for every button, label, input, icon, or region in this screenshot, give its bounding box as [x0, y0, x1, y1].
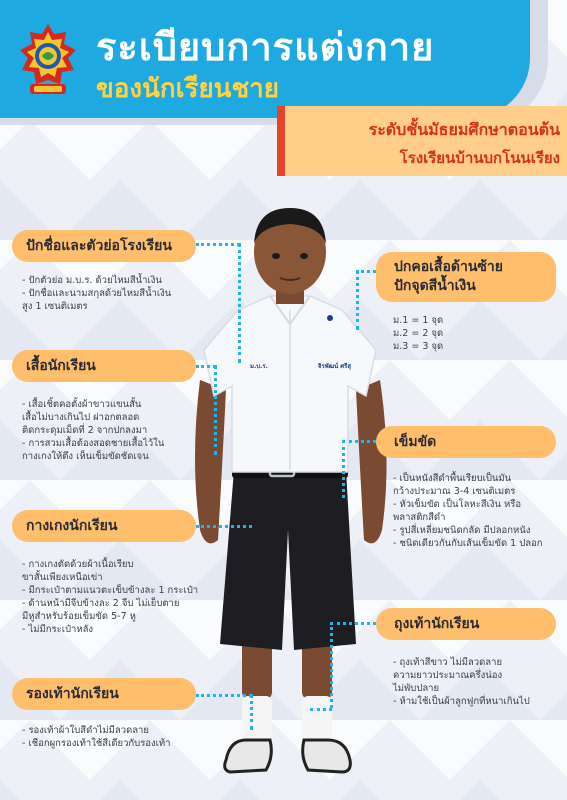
education-level: ระดับชั้นมัธยมศึกษาตอนต้น	[368, 120, 560, 139]
connector-collar-h	[356, 270, 376, 273]
shoes-description: - รองเท้าผ้าใบสีดำไม่มีลวดลาย - เชือกผูกรองเท้าใช้สีเดียวกับรองเท้า	[22, 725, 171, 749]
connector-socks-v	[330, 622, 333, 708]
socks-title: ถุงเท้านักเรียน	[376, 608, 556, 640]
collar-description: ม.1 = 1 จุด ม.2 = 2 จุด ม.3 = 3 จุด	[393, 315, 444, 352]
socks-description: - ถุงเท้าสีขาว ไม่มีลวดลาย ความยาวประมาณครึ่งน่อง ไม่พับปลาย - ห้ามใช้เป็นผ้าลูกฟูกที่หนาเกินไป	[393, 657, 530, 707]
page-title: ระเบียบการแต่งกาย	[96, 27, 435, 69]
school-name: โรงเรียนบ้านบกโนนเรียง	[399, 149, 560, 167]
connector-shirt-v	[214, 365, 217, 455]
connector-socks	[330, 622, 376, 625]
level-box-accent	[277, 106, 285, 176]
pants-description: - กางเกงตัดด้วยผ้าเนื้อเรียบ ขาสั้นเพียงเหนือเข่า - มีกระเป๋าตามแนวตะเข็บข้างละ 1 กระเป๋า - ด้านหน้ามีจีบข้างละ 2 จีบ ไม่เย็บตาย มีหูสำหรับร้อยเข็มขัด 5-7 หู - ไม่มีกระเป๋าหลัง	[22, 559, 199, 635]
collar-title: ปกคอเสื้อด้านซ้าย ปักจุดสีน้ำเงิน	[376, 252, 556, 302]
connector-shoes	[196, 694, 252, 697]
connector-pants	[196, 525, 252, 528]
shirt-initials-embroidery: ม.บ.ร.	[250, 363, 268, 370]
connector-shoes-v	[250, 694, 253, 730]
student-figure	[170, 200, 410, 800]
belt-description: - เป็นหนังสีดำพื้นเรียบเป็นมัน กว้างประมาณ 3-4 เซนติเมตร - หัวเข็มขัด เป็นโลหะสีเงิน หรือ พลาสติกสีดำ - รูปสี่เหลี่ยมชนิดกลัด มีปลอกหนัง - ชนิดเดียวกันกับเส้นเข็มขัด 1 ปลอก	[393, 473, 543, 549]
connector-name-tag-v	[238, 243, 241, 363]
belt-title: เข็มขัด	[376, 426, 556, 458]
name-tag-title: ปักชื่อและตัวย่อโรงเรียน	[12, 230, 196, 262]
name-tag-description: - ปักตัวย่อ ม.บ.ร. ด้วยไหมสีน้ำเงิน - ปักชื่อและนามสกุลด้วยไหมสีน้ำเงิน สูง 1 เซนติเมตร	[22, 275, 172, 312]
school-emblem-icon	[16, 22, 80, 100]
shirt-description: - เสื้อเชิ้ตคอตั้งผ้าขาวแขนสั้น เสื้อไม่บางเกินไป ผ่าอกตลอด ติดกระดุมเม็ดที่ 2 จากปกลงมา - การสวมเสื้อต้องสอดชายเสื้อไว้ใน กางเกงให้ตึง เห็นเข็มขัดชัดเจน	[22, 399, 165, 462]
connector-belt-v	[342, 440, 345, 498]
pants-title: กางเกงนักเรียน	[12, 510, 196, 542]
connector-socks-h2	[310, 708, 332, 711]
connector-belt	[342, 440, 376, 443]
connector-name-tag	[196, 243, 240, 246]
page-subtitle: ของนักเรียนชาย	[96, 73, 279, 103]
shirt-title: เสื้อนักเรียน	[12, 350, 196, 382]
connector-shirt	[196, 365, 216, 368]
shirt-name-embroidery: จิรพัฒน์ ศรีสุ	[318, 363, 351, 370]
connector-collar	[356, 270, 359, 330]
shoes-title: รองเท้านักเรียน	[12, 678, 196, 710]
